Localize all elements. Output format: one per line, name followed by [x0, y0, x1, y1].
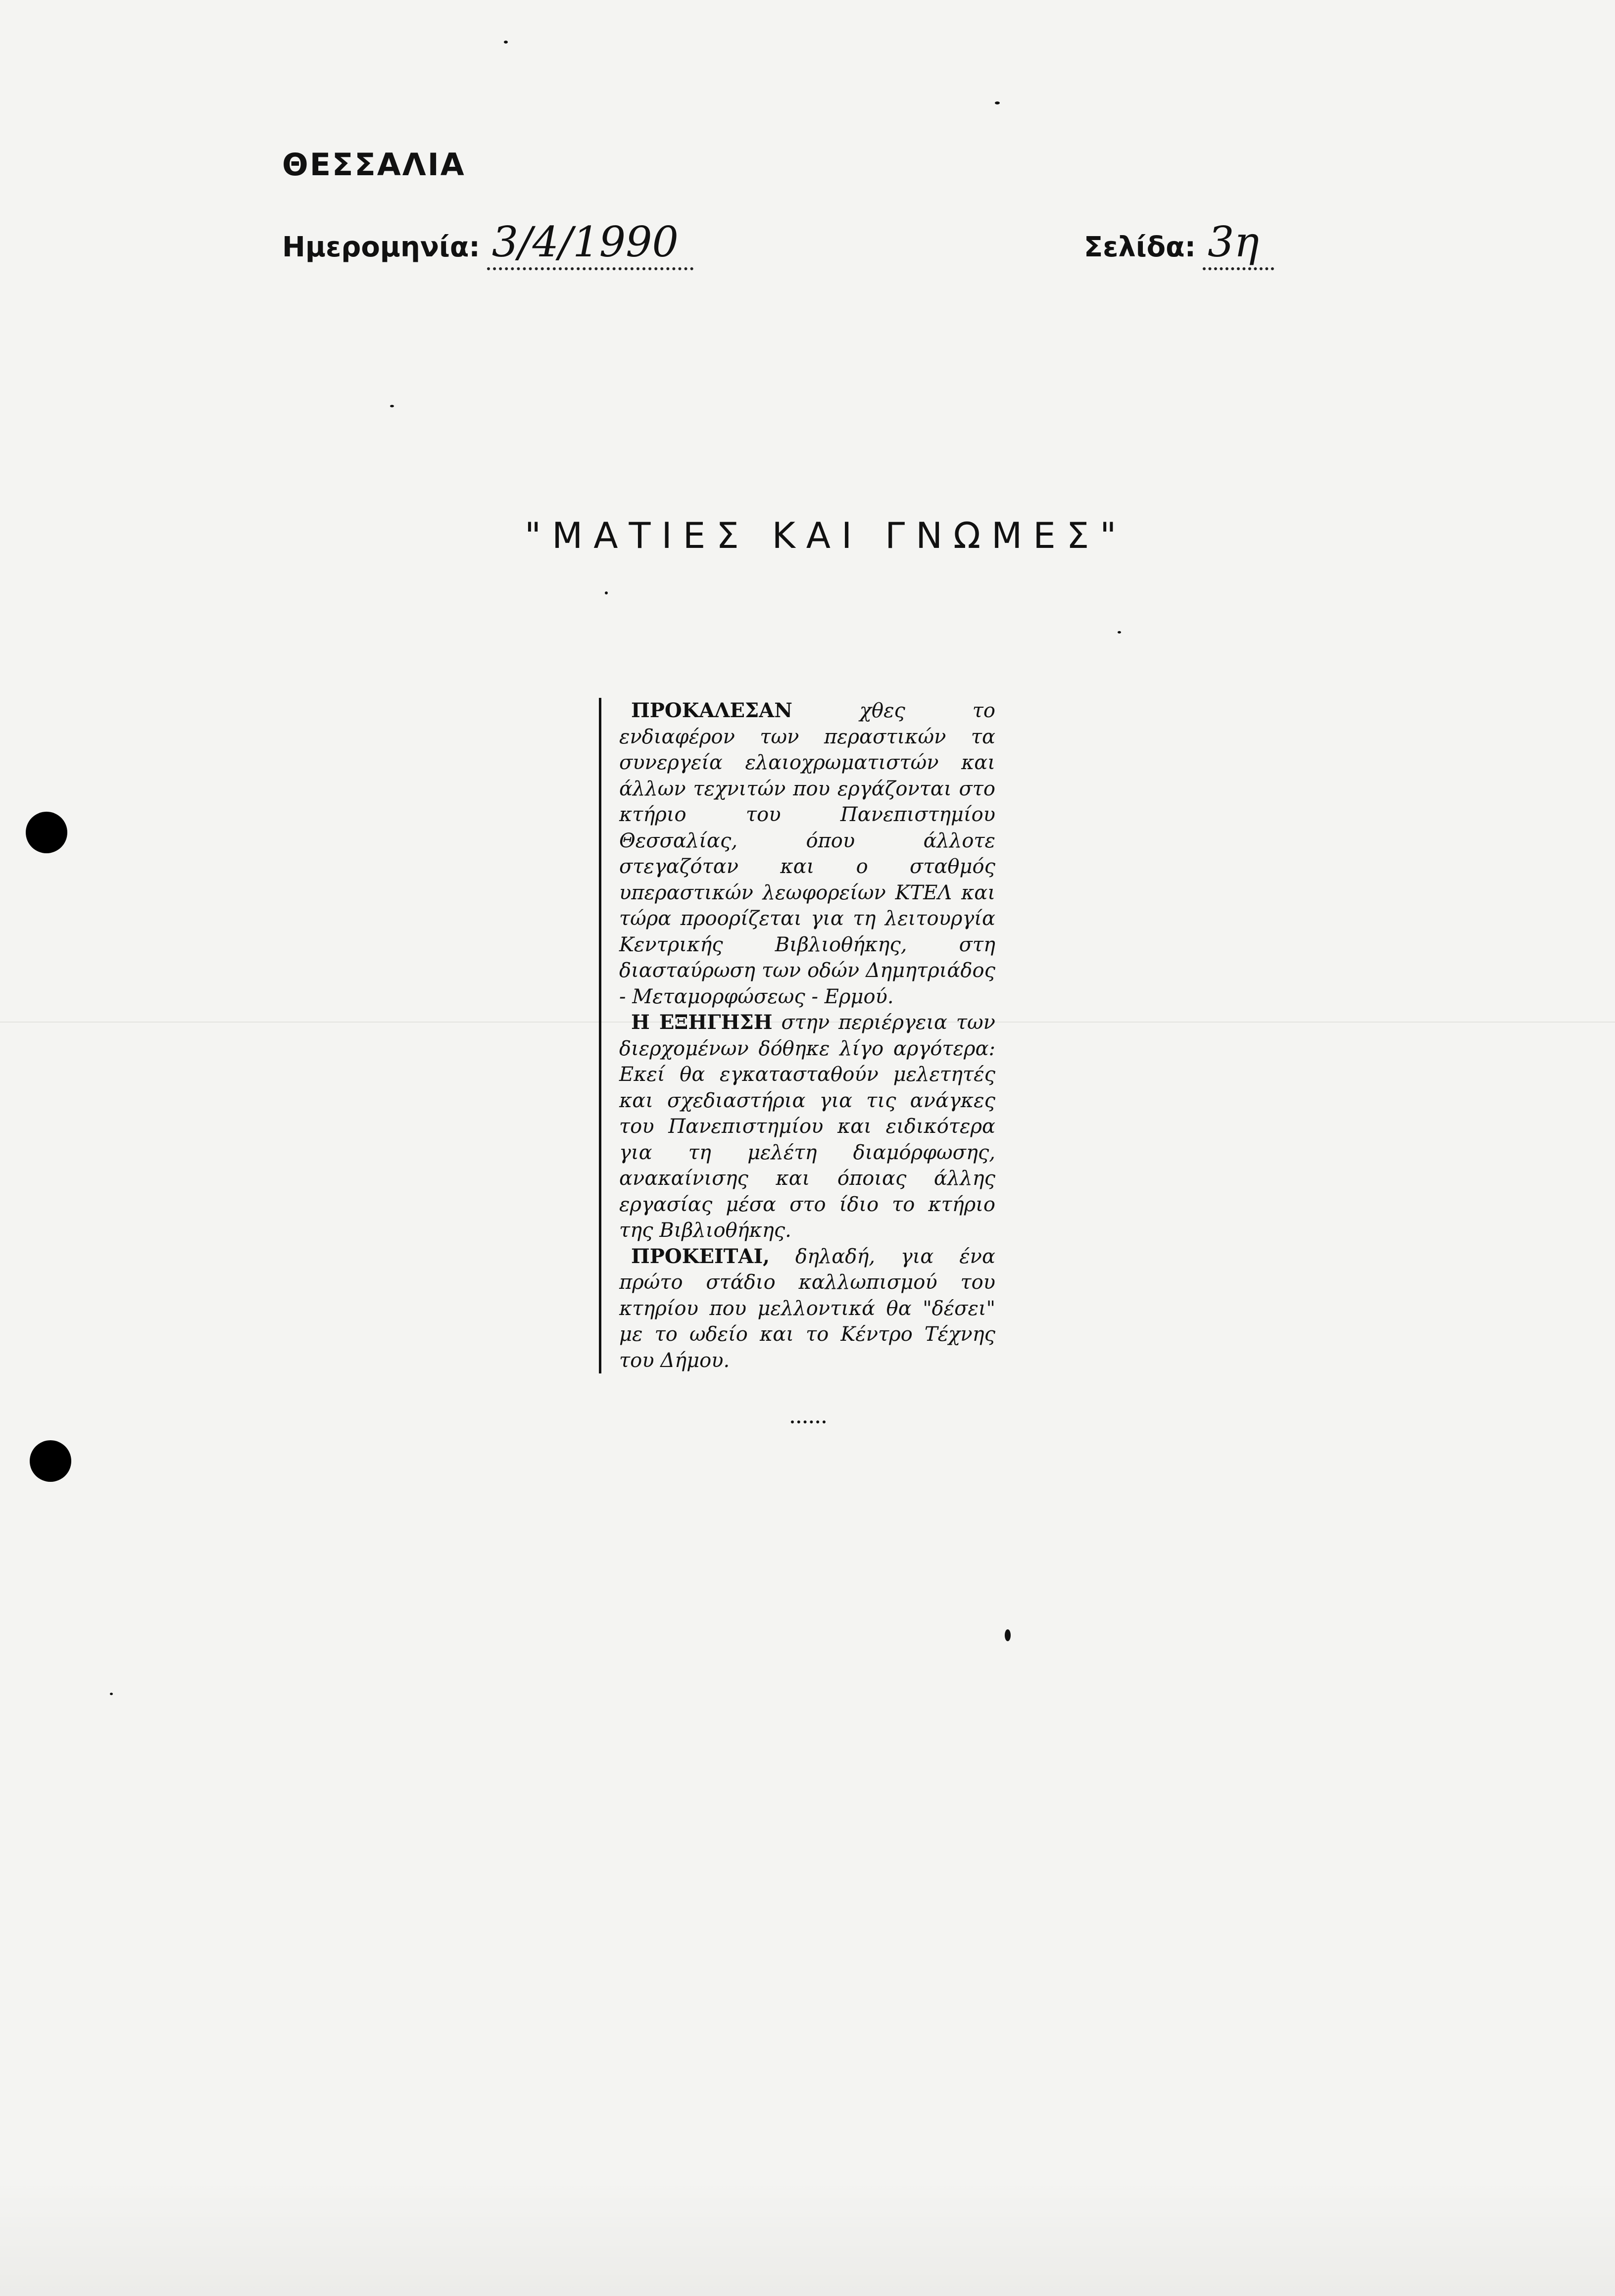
page-value: 3η — [1203, 218, 1274, 270]
scan-speck — [1005, 1629, 1011, 1641]
paragraph-text: στην περιέργεια των διερχομένων δόθηκε λίγο αργότερα: Εκεί θα εγκατασταθούν μελετητές και σχεδιαστήρια για τις ανάγκες του Πανεπιστημίου και ειδικότερα για τη μελέτη διαμόρφωσης, ανακαίνισης και όποιας άλλης εργασίας μέσα στο ίδιο το κτήριο της Βιβλιοθήκης. — [619, 1011, 995, 1242]
scan-speck — [390, 405, 394, 407]
handwritten-heading: "ΜΑΤΙΕΣ ΚΑΙ ΓΝΩΜΕΣ" — [525, 515, 1127, 556]
scan-speck — [504, 41, 508, 44]
article-paragraph — [619, 698, 995, 1010]
scan-speck — [110, 1693, 113, 1695]
scan-speck — [1118, 631, 1121, 634]
paragraph-text: χθες το ενδιαφέρον των περαστικών τα συνεργεία ελαιοχρωματιστών και άλλων τεχνιτών που εργάζονται στο κτήριο του Πανεπιστημίου Θεσσαλίας, όπου άλλοτε στεγαζόταν και ο σταθμός υπεραστικών λεωφορείων ΚΤΕΛ και τώρα προορίζεται για τη λειτουργία Κεντρικής Βιβλιοθήκης, στη διασταύρωση των οδών Δημητριάδος - Μεταμορφώσεως - Ερμού. — [619, 699, 995, 1008]
page-number-line — [1084, 218, 1274, 270]
newspaper-name: ΘΕΣΣΑΛΙΑ — [282, 147, 466, 183]
paragraph-lead: ΠΡΟΚΑΛΕΣΑΝ — [631, 699, 792, 722]
paragraph-lead: Η ΕΞΗΓΗΣΗ — [631, 1011, 773, 1034]
date-value: 3/4/1990 — [487, 218, 693, 270]
article-paragraph — [619, 1010, 995, 1244]
scan-speck — [995, 101, 1000, 104]
date-label: Ημερομηνία: — [282, 231, 480, 263]
scan-speck — [605, 591, 608, 594]
punch-hole-bottom — [30, 1440, 71, 1482]
punch-hole-top — [26, 812, 67, 853]
article-paragraph — [619, 1244, 995, 1374]
clipping-end-mark — [791, 1420, 826, 1427]
newspaper-clipping — [599, 698, 995, 1373]
paragraph-text: δηλαδή, για ένα πρώτο στάδιο καλλωπισμού του κτηρίου που μελλοντικά θα "δέσει" με το ωδείο και το Κέντρο Τέχνης του Δήμου. — [619, 1245, 995, 1372]
paragraph-lead: ΠΡΟΚΕΙΤΑΙ, — [631, 1244, 770, 1268]
scan-bottom-shade — [0, 2178, 1615, 2296]
page-label: Σελίδα: — [1084, 231, 1196, 263]
date-line — [282, 218, 693, 270]
